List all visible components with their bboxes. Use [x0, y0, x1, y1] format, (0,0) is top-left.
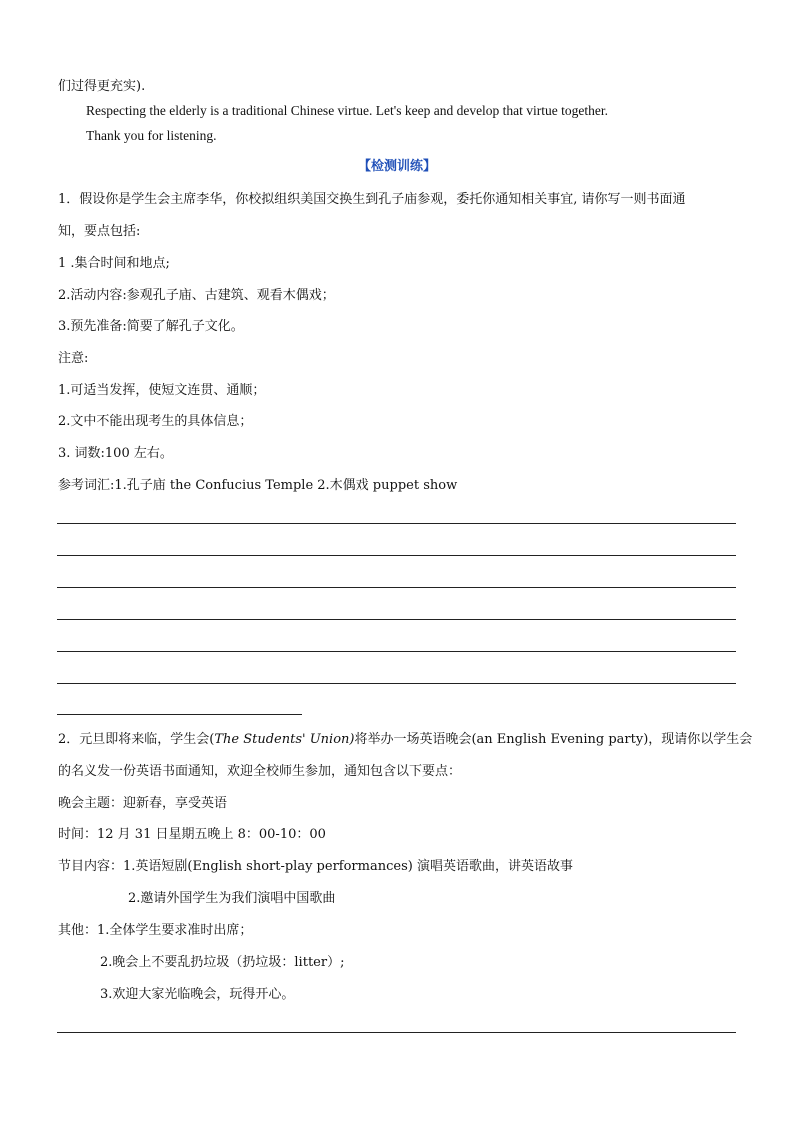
intro-line-2: Respecting the elderly is a traditional Chinese virtue. Let's keep and develop that virtue together.	[86, 103, 609, 118]
task2-program-1: 节目内容：1.英语短剧(English short-play performances) 演唱英语歌曲，讲英语故事	[58, 859, 573, 874]
task2-other-2: 2.晚会上不要乱扔垃圾（扔垃圾：litter）;	[100, 955, 345, 970]
answer-line[interactable]	[57, 683, 736, 684]
task1-point-2: 2.活动内容:参观孔子庙、古建筑、观看木偶戏；	[58, 288, 335, 303]
task1-note-2: 2.文中不能出现考生的具体信息；	[58, 414, 253, 429]
intro-line-3: Thank you for listening.	[86, 128, 217, 143]
task1-point-3: 3.预先准备:简要了解孔子文化。	[58, 319, 244, 334]
task2-prompt-italic: The Students' Union)	[214, 732, 355, 747]
task1-note-1: 1.可适当发挥，使短文连贯、通顺；	[58, 383, 266, 398]
task1-prompt-line-1: 1．假设你是学生会主席李华，你校拟组织美国交换生到孔子庙参观，委托你通知相关事宜, 请你写一则书面通	[58, 192, 686, 207]
answer-line[interactable]	[57, 651, 736, 652]
answer-line[interactable]	[57, 1032, 736, 1033]
answer-line[interactable]	[57, 619, 736, 620]
section-title: 【检测训练】	[357, 159, 436, 174]
task2-other-1: 其他：1.全体学生要求准时出席；	[58, 923, 253, 938]
task1-vocab: 参考词汇:1.孔子庙 the Confucius Temple 2.木偶戏 puppet show	[58, 478, 458, 493]
intro-line-1: 们过得更充实).	[58, 79, 146, 94]
task2-prompt-part-b: 将举办一场英语晚会(an English Evening party)，现请你以学生会	[354, 732, 753, 747]
task1-note-3: 3. 词数:100 左右。	[58, 446, 173, 461]
task2-time: 时间：12 月 31 日星期五晚上 8：00-10：00	[58, 827, 326, 842]
answer-line[interactable]	[57, 587, 736, 588]
task2-prompt-line-1	[58, 731, 752, 749]
task2-other-3: 3.欢迎大家光临晚会，玩得开心。	[100, 987, 295, 1002]
answer-line[interactable]	[57, 555, 736, 556]
task2-prompt-part-a: 2．元旦即将来临，学生会(	[58, 732, 215, 747]
answer-line[interactable]	[57, 523, 736, 524]
task2-program-2: 2.邀请外国学生为我们演唱中国歌曲	[128, 891, 336, 906]
task2-theme: 晚会主题：迎新春，享受英语	[58, 796, 228, 811]
task1-point-1: 1 .集合时间和地点;	[58, 256, 170, 271]
answer-line-short[interactable]	[57, 714, 302, 715]
task2-prompt-line-2: 的名义发一份英语书面通知，欢迎全校师生参加，通知包含以下要点：	[58, 764, 462, 779]
task1-note-label: 注意:	[58, 351, 89, 366]
task1-prompt-line-2: 知，要点包括:	[58, 224, 141, 239]
